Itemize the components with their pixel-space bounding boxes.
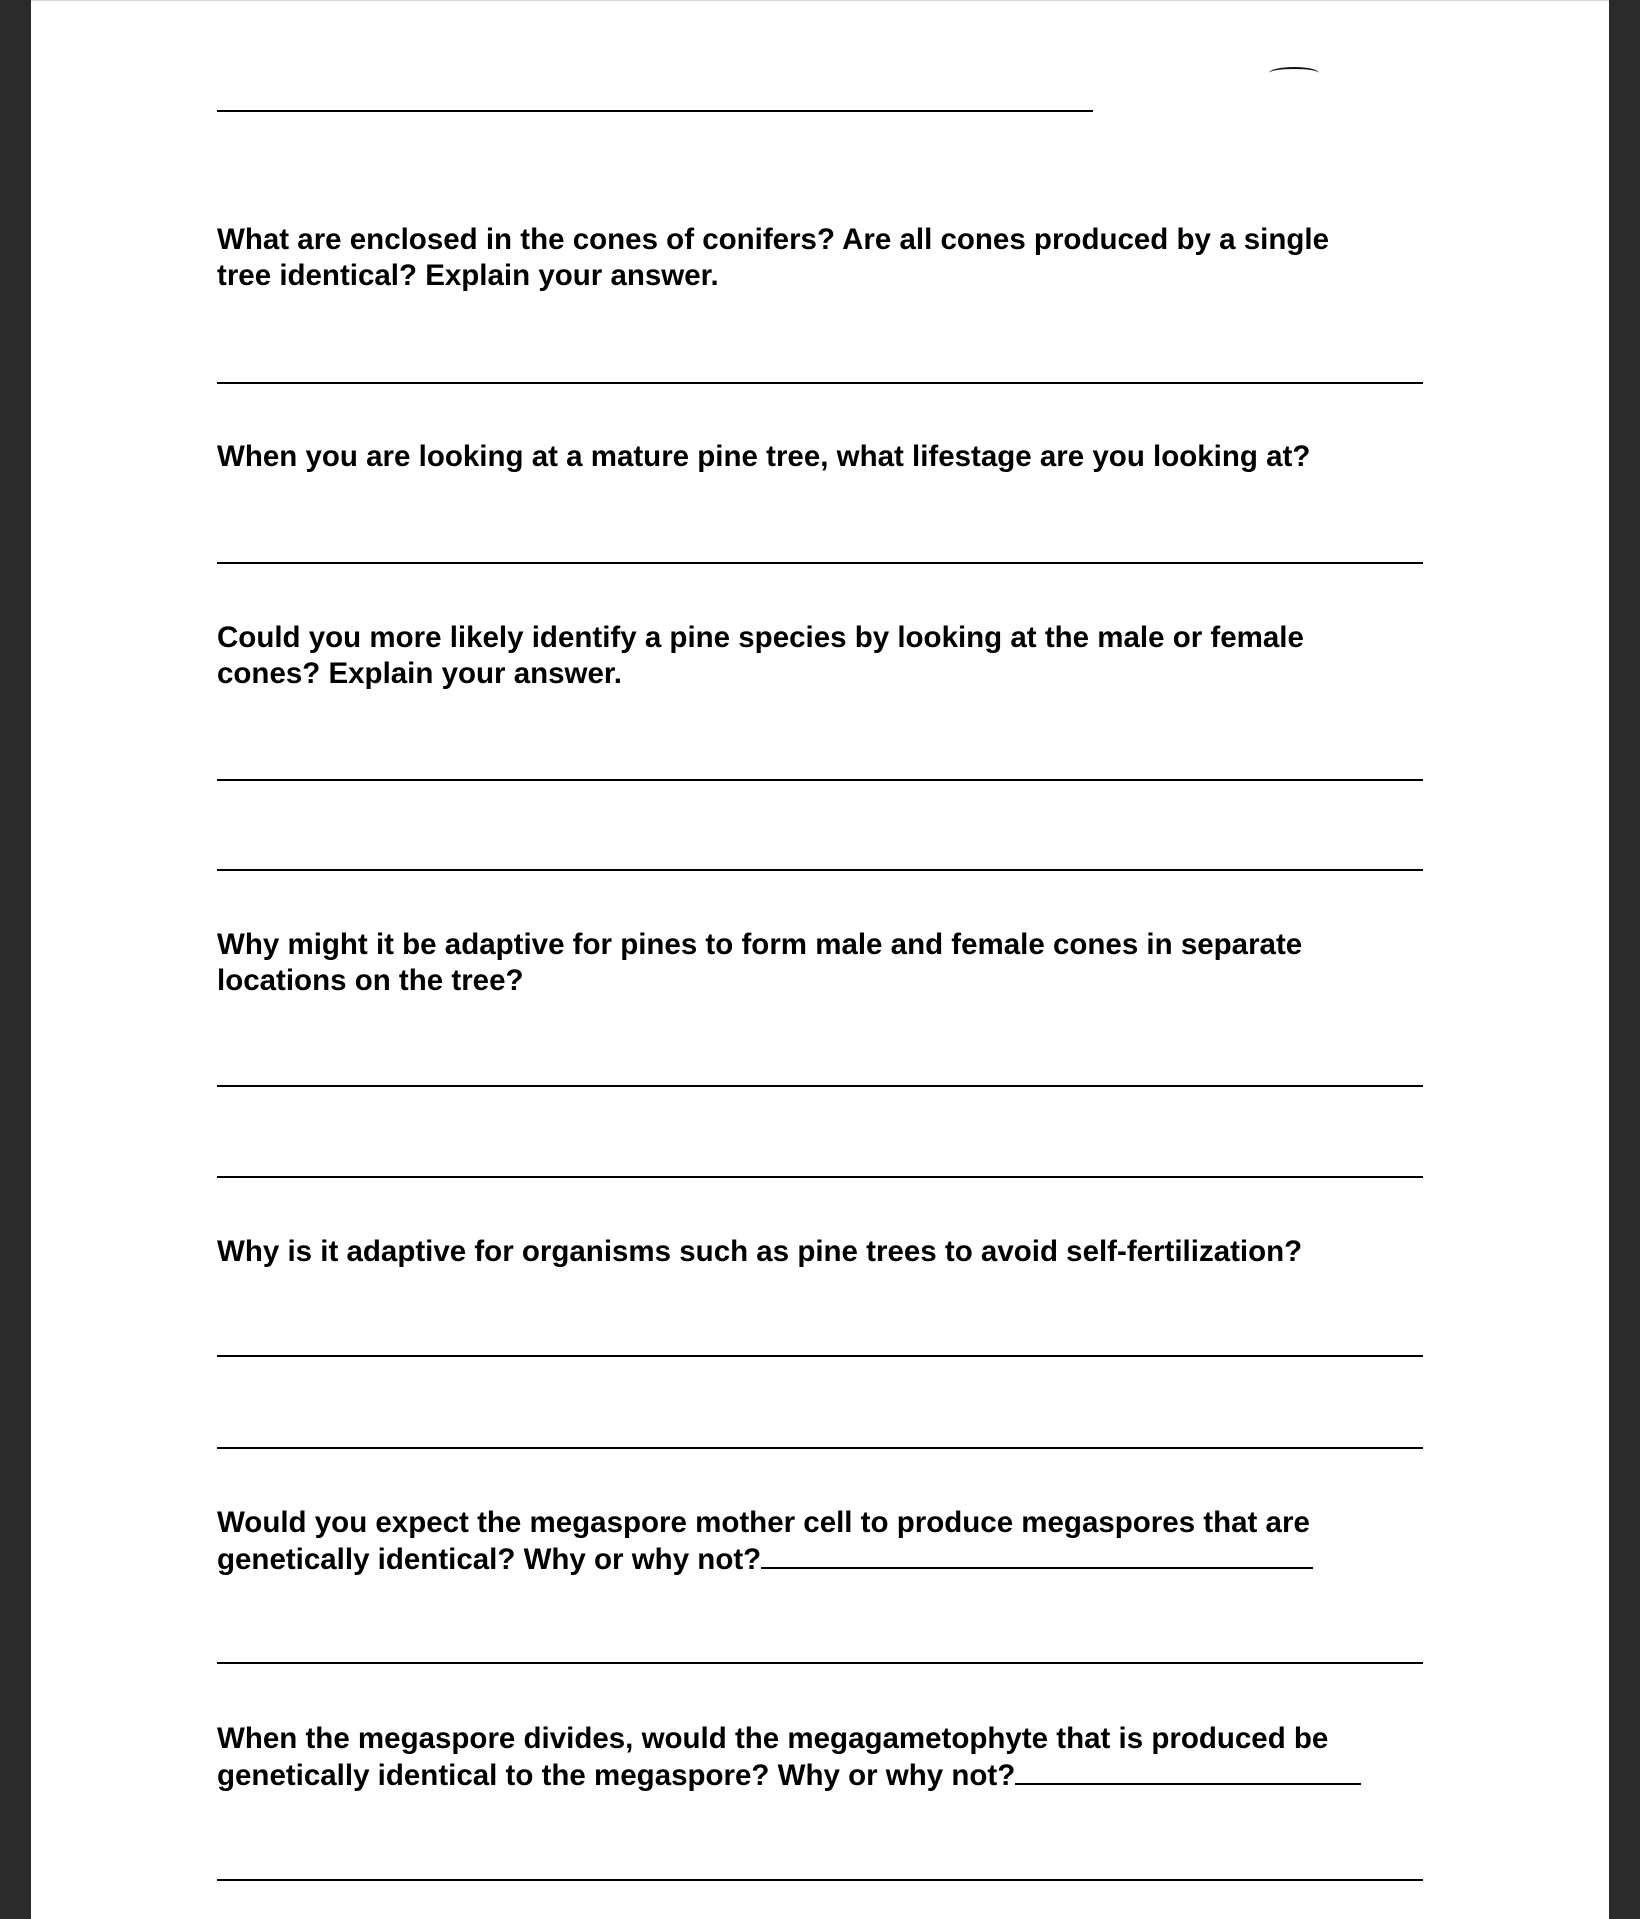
answer-line[interactable]: [217, 869, 1423, 871]
question-1-line-1: What are enclosed in the cones of conifers? Are all cones produced by a single: [217, 223, 1329, 256]
question-4: [217, 927, 1302, 999]
question-1-line-2: tree identical? Explain your answer.: [217, 259, 719, 292]
question-6-line-2-wrap: [217, 1541, 1313, 1578]
question-7-line-2-wrap: [217, 1757, 1361, 1794]
question-2-line-1: When you are looking at a mature pine tree, what lifestage are you looking at?: [217, 440, 1311, 473]
question-6: [217, 1505, 1313, 1578]
question-3: [217, 620, 1304, 692]
answer-line[interactable]: [217, 382, 1423, 384]
answer-line[interactable]: [217, 1355, 1423, 1357]
question-6-line-2: genetically identical? Why or why not?: [217, 1543, 762, 1576]
question-4-line-2: locations on the tree?: [217, 964, 524, 997]
question-6-line-1: Would you expect the megaspore mother cell to produce megaspores that are: [217, 1506, 1310, 1539]
answer-line[interactable]: [217, 562, 1423, 564]
scan-artifact-mark: [1269, 67, 1319, 79]
question-5-line-1: Why is it adaptive for organisms such as pine trees to avoid self-fertilization?: [217, 1235, 1303, 1268]
inline-answer-blank[interactable]: [1015, 1757, 1361, 1785]
question-1: [217, 222, 1329, 294]
question-7: [217, 1721, 1361, 1794]
question-5: [217, 1234, 1302, 1270]
question-3-line-1: Could you more likely identify a pine species by looking at the male or female: [217, 621, 1304, 654]
answer-line[interactable]: [217, 779, 1423, 781]
question-2: [217, 439, 1310, 475]
answer-line[interactable]: [217, 1176, 1423, 1178]
answer-line[interactable]: [217, 1879, 1423, 1881]
question-7-line-2: genetically identical to the megaspore? Why or why not?: [217, 1759, 1016, 1792]
answer-line[interactable]: [217, 1085, 1423, 1087]
answer-line[interactable]: [217, 1662, 1423, 1664]
question-4-line-1: Why might it be adaptive for pines to form male and female cones in separate: [217, 928, 1303, 961]
question-7-line-1: When the megaspore divides, would the megagametophyte that is produced be: [217, 1722, 1329, 1755]
answer-line[interactable]: [217, 110, 1093, 112]
worksheet-page: [31, 0, 1609, 1919]
answer-line[interactable]: [217, 1447, 1423, 1449]
question-3-line-2: cones? Explain your answer.: [217, 657, 622, 690]
inline-answer-blank[interactable]: [761, 1541, 1313, 1569]
